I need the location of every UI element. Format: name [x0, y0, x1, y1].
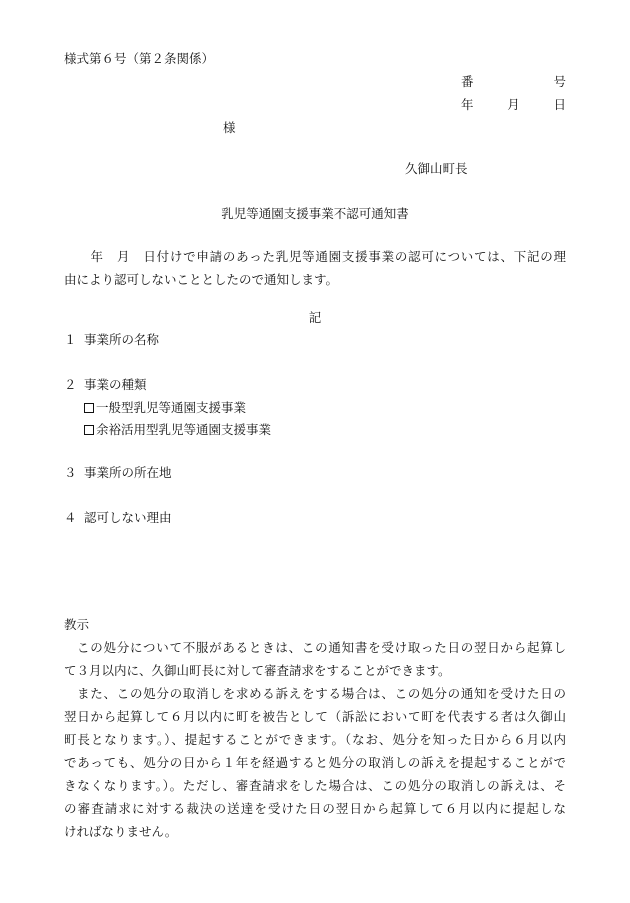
- item-number: ３: [64, 465, 77, 480]
- business-type-option[interactable]: [84, 424, 271, 437]
- form-number: 様式第６号（第２条関係）: [64, 51, 215, 66]
- notice-line: であっても、処分の日から１年を経過すると処分の取消しの訴えを提起することがで: [64, 755, 566, 770]
- notice-paragraph-2: [64, 682, 566, 843]
- item-number: １: [64, 332, 77, 347]
- item-label: 認可しない理由: [84, 510, 172, 525]
- year-label: 年: [461, 97, 474, 112]
- business-type-option[interactable]: [84, 402, 246, 415]
- business-type-label: 一般型乳児等通園支援事業: [96, 400, 247, 415]
- day-label: 日: [553, 97, 566, 112]
- item-4: [64, 512, 172, 525]
- item-2: [64, 379, 147, 392]
- sender-name: 久御山町長: [405, 161, 468, 176]
- notice-line: また、この処分の取消しを求める訴えをする場合は、この処分の通知を受けた日の: [77, 686, 566, 701]
- checkbox-icon[interactable]: [84, 403, 94, 413]
- number-suffix: 号: [553, 74, 566, 89]
- body-line: 由により認可しないこととしたので通知します。: [64, 272, 339, 287]
- item-3: [64, 467, 172, 480]
- notice-heading: 教示: [64, 617, 90, 632]
- item-1: [64, 334, 159, 347]
- document-number-row: [461, 76, 566, 89]
- ki-heading: 記: [308, 310, 322, 325]
- business-type-label: 余裕活用型乳児等通園支援事業: [96, 422, 272, 437]
- recipient-suffix: 様: [223, 120, 236, 135]
- notice-line: きなくなります。）。ただし、審査請求をした場合は、この処分の取消しの訴えは、そ: [64, 778, 566, 793]
- item-number: ４: [64, 510, 77, 525]
- notice-line: この処分について不服があるときは、この通知書を受け取った日の翌日から起算し: [77, 640, 566, 655]
- notice-line: の審査請求に対する裁決の送達を受けた日の翌日から起算して６月以内に提起しな: [64, 801, 566, 816]
- item-label: 事業所の名称: [84, 332, 160, 347]
- notice-line: 翌日から起算して６月以内に町を被告として（訴訟において町を代表する者は久御山: [64, 709, 566, 724]
- notice-line: 町長となります。）、提起することができます。（なお、処分を知った日から６月以内: [64, 732, 566, 747]
- date-row: [461, 99, 566, 112]
- document-title: 乳児等通園支援事業不認可通知書: [221, 206, 409, 221]
- item-number: ２: [64, 377, 77, 392]
- notice-line: ければなりません。: [64, 824, 178, 839]
- month-label: 月: [507, 97, 520, 112]
- body-line: 年 月 日付けで申請のあった乳児等通園支援事業の認可については、下記の理: [64, 249, 566, 264]
- checkbox-icon[interactable]: [84, 425, 94, 435]
- item-label: 事業の種類: [84, 377, 147, 392]
- body-paragraph: [64, 245, 566, 291]
- notice-paragraph-1: [64, 636, 566, 682]
- notice-line: て３月以内に、久御山町長に対して審査請求をすることができます。: [64, 663, 451, 678]
- number-label: 番: [461, 74, 474, 89]
- item-label: 事業所の所在地: [84, 465, 172, 480]
